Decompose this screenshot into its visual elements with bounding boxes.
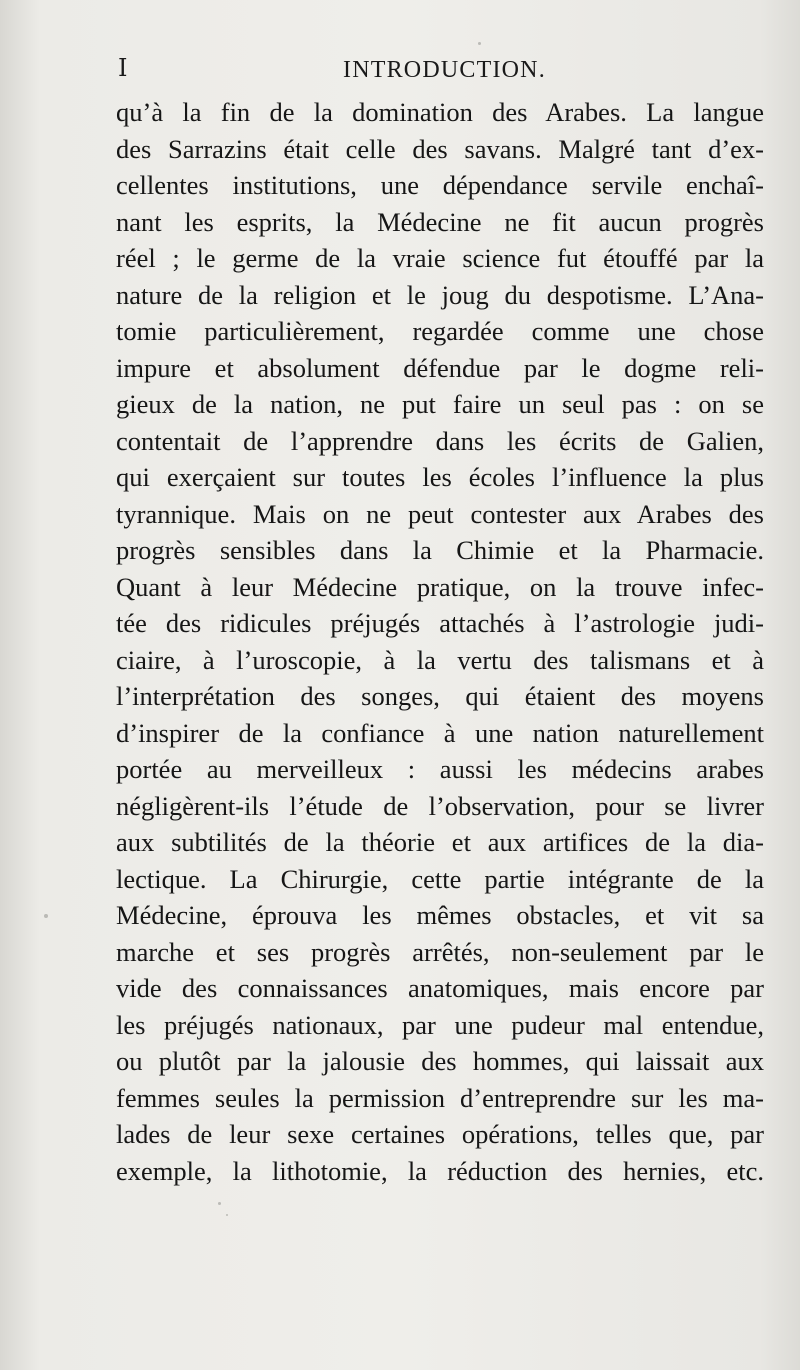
text-line: contentait de l’apprendre dans les écrits de Galien,: [116, 425, 764, 456]
page-header: [0, 50, 800, 90]
text-line: tée des ridicules préjugés attachés à l’astrologie judi-: [116, 608, 764, 638]
running-head: INTRODUCTION.: [343, 57, 546, 83]
paper-speck: [478, 42, 481, 45]
text-line: lectique. La Chirurgie, cette partie intégrante de la: [116, 863, 764, 894]
text-line: vide des connaissances anatomiques, mais encore par: [116, 973, 764, 1003]
text-line: Quant à leur Médecine pratique, on la trouve infec-: [116, 571, 764, 602]
text-line: réel ; le germe de la vraie science fut étouffé par la: [116, 243, 764, 273]
paper-speck: [226, 1214, 228, 1216]
text-line: ou plutôt par la jalousie des hommes, qui laissait aux: [116, 1046, 764, 1076]
text-line: cellentes institutions, une dépendance servile enchaî-: [116, 170, 764, 200]
text-line: d’inspirer de la confiance à une nation naturellement: [116, 717, 764, 748]
text-line: les préjugés nationaux, par une pudeur mal entendue,: [116, 1009, 764, 1040]
text-line: négligèrent-ils l’étude de l’observation, pour se livrer: [116, 790, 764, 821]
text-line: des Sarrazins était celle des savans. Malgré tant d’ex-: [116, 133, 764, 164]
text-line: marche et ses progrès arrêtés, non-seulement par le: [116, 936, 764, 967]
text-line: tomie particulièrement, regardée comme une chose: [116, 316, 764, 346]
text-line: nature de la religion et le joug du despotisme. L’Ana-: [116, 279, 764, 310]
text-line: gieux de la nation, ne put faire un seul pas : on se: [116, 389, 764, 419]
text-line: lades de leur sexe certaines opérations, telles que, par: [116, 1119, 764, 1149]
text-line: ciaire, à l’uroscopie, à la vertu des talismans et à: [116, 644, 764, 675]
text-line: l’interprétation des songes, qui étaient des moyens: [116, 681, 764, 711]
body-text: [116, 94, 764, 1189]
paper-speck: [44, 914, 48, 918]
page-number: I: [118, 54, 128, 82]
text-line: exemple, la lithotomie, la réduction des hernies, etc.: [116, 1155, 764, 1186]
text-line: portée au merveilleux : aussi les médecins arabes: [116, 754, 764, 784]
text-line: qu’à la fin de la domination des Arabes. La langue: [116, 97, 764, 127]
text-line: aux subtilités de la théorie et aux artifices de la dia-: [116, 827, 764, 857]
text-line: femmes seules la permission d’entreprendre sur les ma-: [116, 1082, 764, 1113]
text-line: Médecine, éprouva les mêmes obstacles, et vit sa: [116, 900, 764, 930]
text-line: progrès sensibles dans la Chimie et la Pharmacie.: [116, 535, 764, 565]
text-line: impure et absolument défendue par le dogme reli-: [116, 352, 764, 383]
text-line: qui exerçaient sur toutes les écoles l’influence la plus: [116, 462, 764, 492]
paper-speck: [218, 1202, 221, 1205]
text-line: tyrannique. Mais on ne peut contester aux Arabes des: [116, 498, 764, 529]
text-line: nant les esprits, la Médecine ne fit aucun progrès: [116, 206, 764, 237]
